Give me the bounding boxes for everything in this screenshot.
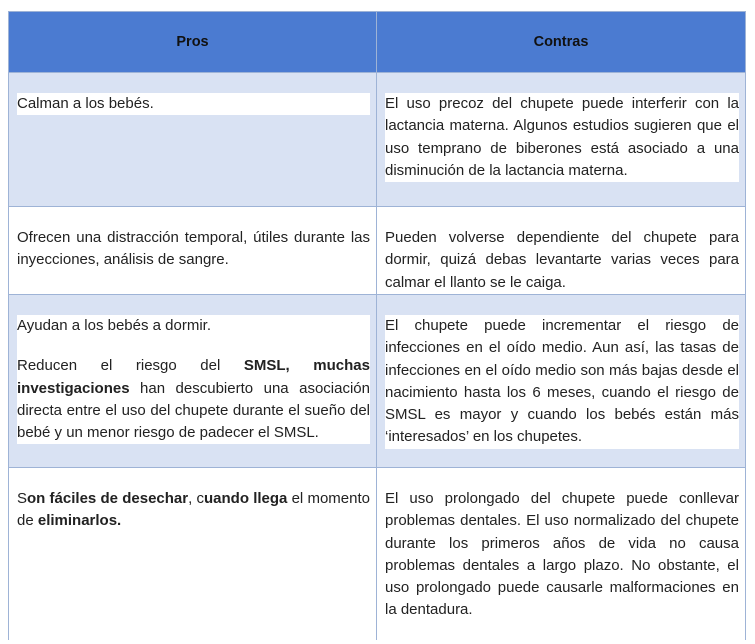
contras-cell	[377, 207, 745, 294]
pros-paragraph: Calman a los bebés.	[17, 95, 154, 112]
pros-text	[17, 227, 370, 272]
bold-text: eliminarlos.	[37, 512, 122, 530]
contras-paragraph: El uso prolongado del chupete puede conllevar problemas dentales. El uso normalizado del chupete durante los primeros años de vida no causa problemas dentales a largo plazo. No obstante, el uso prolongado puede causarle malformaciones en la dentadura.	[385, 490, 739, 619]
bold-text: on fáciles	[27, 490, 97, 507]
contras-text	[385, 227, 739, 294]
contras-cell	[377, 468, 745, 640]
pros-paragraph-smsl: Reducen el riesgo del SMSL, muchas investigaciones han descubierto una asociación directa entre el uso del chupete durante el sueño del bebé y un menor riesgo de padecer el SMSL.	[17, 357, 370, 442]
header-pros	[9, 12, 377, 72]
contras-paragraph: Pueden volverse dependiente del chupete para dormir, quizá debas levantarte varias veces para calmar el llanto se le caiga.	[385, 229, 739, 291]
pros-paragraph: Ayudan a los bebés a dormir.	[17, 317, 212, 334]
table-row	[9, 207, 745, 295]
table-row	[9, 295, 745, 468]
table-header-row	[9, 12, 745, 73]
header-contras-label: Contras	[533, 34, 589, 50]
contras-text	[385, 488, 739, 622]
contras-cell	[377, 295, 745, 467]
header-contras	[377, 12, 745, 72]
table-row	[9, 468, 745, 640]
bold-text: desechar	[122, 490, 189, 507]
table-row	[9, 73, 745, 207]
contras-text	[385, 93, 739, 182]
contras-text	[385, 315, 739, 449]
contras-cell	[377, 73, 745, 206]
contras-paragraph: El chupete puede incrementar el riesgo de infecciones en el oído medio. Aun así, las tasas de infecciones en el oído medio son más bajas desde el nacimiento hasta los 6 meses, cuando el riesgo de SMSL es mayor y cuando los bebés están más ‘interesados’ en los chupetes.	[385, 317, 739, 446]
pros-text	[17, 93, 370, 115]
bold-text: uando llega	[203, 490, 288, 507]
header-pros-label: Pros	[176, 34, 209, 50]
pros-cell	[9, 295, 377, 467]
pros-paragraph: Ofrecen una distracción temporal, útiles durante las inyecciones, análisis de sangre.	[17, 229, 370, 269]
pros-text	[17, 315, 370, 444]
pros-cell	[9, 468, 377, 640]
pros-contras-table	[8, 11, 746, 640]
pros-text	[17, 488, 370, 533]
contras-paragraph: El uso precoz del chupete puede interferir con la lactancia materna. Algunos estudios sugieren que el uso temprano de biberones está asociado a una disminución de la lactancia materna.	[385, 95, 739, 179]
pros-paragraph: Son fáciles de desechar, cuando llega el momento de eliminarlos.	[17, 490, 371, 530]
bold-text: SMSL, muchas investigaciones	[17, 357, 370, 397]
pros-cell	[9, 207, 377, 294]
pros-cell	[9, 73, 377, 206]
